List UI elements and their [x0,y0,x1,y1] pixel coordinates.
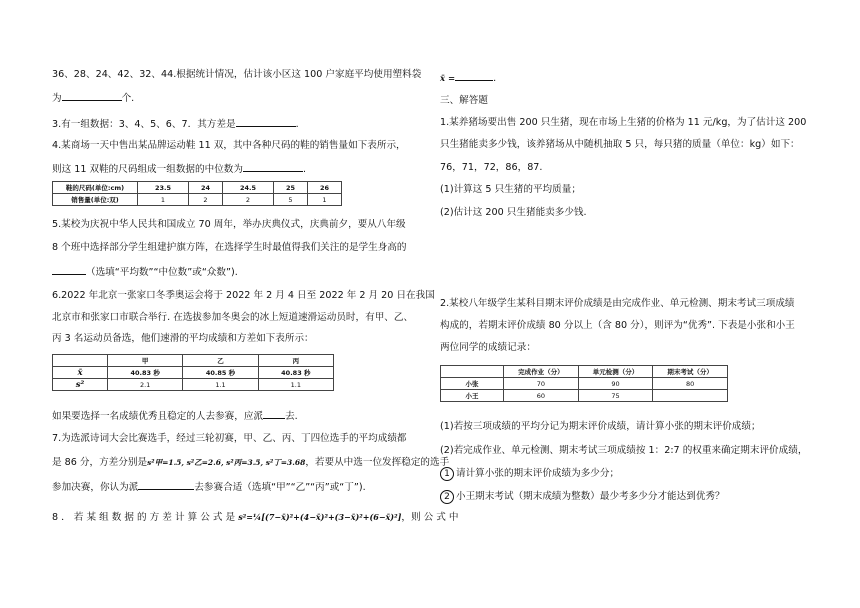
skating-table [52,354,334,391]
variance-formula: s²=¼[(7−x̄)²+(4−x̄)²+(3−x̄)²+(6−x̄)²] [238,512,402,522]
text-line [52,161,306,177]
table-cell: 2 [188,194,222,206]
text-line [440,467,619,481]
text-line: 36、28、24、42、32、44.根据统计情况，估计该小区这 100 户家庭平均使用塑料袋 [52,69,422,80]
problem-2: 2.某校八年级学生某科目期末评价成绩是由完成作业、单元检测、期末考试三项成绩 [440,298,795,309]
table-cell: 2.1 [108,379,183,391]
table-cell: 40.83 秒 [258,367,333,379]
table-cell: s² [53,379,108,391]
text-line: (2)若完成作业、单元检测、期末考试三项成绩按 1：2:7 的权重来确定期末评价成绩， [440,445,808,456]
answer-blank[interactable] [455,70,493,81]
table-cell: 1 [138,194,189,206]
text: . [295,119,299,130]
table-cell: 乙 [183,355,258,367]
text-line: (1)若按三项成绩的平均分记为期末评价成绩，请计算小张的期末评价成绩； [440,421,761,432]
table-cell: 24.5 [222,182,273,194]
table-row [53,367,334,379]
question-7: 7.为选派诗词大会比赛选手，经过三轮初赛，甲、乙、丙、丁四位选手的平均成绩都 [52,433,407,444]
text-line: 构成的，若期末评价成绩 80 分以上（含 80 分），则评为“优秀”. 下表是小张和小王 [440,320,795,331]
text: 去参赛合适（选填“甲”“乙”“丙”或“丁”). [194,482,366,493]
text-line: 只生猪能卖多少钱，该养猪场从中随机抽取 5 只，每只猪的质量（单位：kg）如下： [440,139,800,150]
text-line: 北京市和张家口市联合举行. 在选拔参加冬奥会的冰上短道速滑运动员时，有甲、乙、 [52,312,414,323]
section-heading: 三、解答题 [440,95,488,106]
table-cell: 甲 [108,355,183,367]
text-line [52,456,449,470]
text-line: (1)计算这 5 只生猪的平均质量； [440,184,581,195]
table-cell: 1.1 [258,379,333,391]
table-cell: 丙 [258,355,333,367]
circled-number-1: 1 [440,467,454,481]
text: 如果要选择一名成绩优秀且稳定的人去参赛，应派 [52,411,264,422]
table-row [441,390,728,402]
question-3 [52,116,299,132]
table-cell: 26 [307,182,341,194]
table-cell: 60 [504,390,579,402]
table-row [53,194,342,206]
table-cell: 25 [273,182,307,194]
table-cell: 75 [578,390,653,402]
answer-blank[interactable] [236,116,296,127]
answer-blank[interactable] [138,479,194,490]
answer-blank[interactable] [243,161,303,172]
table-cell: 70 [504,378,579,390]
score-table [440,365,728,402]
text: 小王期末考试（期末成绩为整数）最少考多少分才能达到优秀？ [456,491,725,502]
answer-blank[interactable] [62,90,122,101]
table-cell: x̄ [53,367,108,379]
text: 个. [121,93,135,104]
answer-blank[interactable] [263,408,285,419]
text-line [52,90,134,106]
text: 请计算小张的期末评价成绩为多少分； [456,468,620,479]
mean-symbol: x̄ = [440,74,456,84]
text: ，若要从中选一位发挥稳定的选手 [305,457,450,468]
text-line [440,70,496,86]
text-line [440,490,725,504]
text-line [52,479,366,495]
table-cell: 90 [578,378,653,390]
text: 则这 11 双鞋的尺码组成一组数据的中位数为 [52,164,243,175]
variance-formula: s²甲=1.5, s²乙=2.6, s²丙=3.5, s²丁=3.68 [147,458,306,467]
text-line: 8 个班中选择部分学生组建护旗方阵，在选择学生时最值得我们关注的是学生身高的 [52,242,407,253]
text-line [52,264,238,280]
text-line: (2)估计这 200 只生猪能卖多少钱. [440,207,587,218]
text: （选填“平均数”“中位数”或“众数”). [86,267,238,278]
table-cell: 23.5 [138,182,189,194]
table-cell [53,355,108,367]
text-line: 丙 3 名运动员备选，他们速滑的平均成绩和方差如下表所示： [52,333,314,344]
table-cell: 小张 [441,378,504,390]
answer-blank[interactable] [52,264,86,275]
table-row [53,182,342,194]
text: . [303,164,307,175]
question-4: 4.某商场一天中售出某品牌运动鞋 11 双，其中各种尺码的鞋的销售量如下表所示， [52,140,406,151]
table-row [53,355,334,367]
table-cell: 24 [188,182,222,194]
question-6: 6.2022 年北京一张家口冬季奥运会将于 2022 年 2 月 4 日至 2022 年 2 月 20 日在我国 [52,290,435,301]
text: 3.有一组数据：3、4、5、6、7．其方差是 [52,119,236,130]
table-cell: 2 [222,194,273,206]
table-cell: 小王 [441,390,504,402]
table-cell: 完成作业（分） [504,366,579,378]
table-cell: 40.85 秒 [183,367,258,379]
table-row [53,379,334,391]
table-cell: 鞋的尺码(单位:cm) [53,182,138,194]
table-cell: 80 [653,378,728,390]
text: ，则 公 式 中 [401,512,459,523]
table-row [441,366,728,378]
problem-1: 1.某养猪场要出售 200 只生猪，现在市场上生猪的价格为 11 元/kg，为了估计这 200 [440,117,807,128]
text-line: 76，71，72，86，87. [440,162,543,173]
text: 是 86 分，方差分别是 [52,457,148,468]
question-5: 5.某校为庆祝中华人民共和国成立 70 周年，举办庆典仪式，庆典前夕，要从八年级 [52,219,406,230]
table-cell: 期末考试（分） [653,366,728,378]
shoe-size-table [52,181,342,206]
table-cell: 单元检测（分） [578,366,653,378]
table-cell: 5 [273,194,307,206]
table-cell [441,366,504,378]
text: 为 [52,93,62,104]
text: . [493,73,497,84]
table-cell: 1.1 [183,379,258,391]
table-cell: 40.83 秒 [108,367,183,379]
table-row [441,378,728,390]
table-cell [653,390,728,402]
text-line [52,408,298,424]
text-line: 两位同学的成绩记录： [440,342,536,353]
table-cell: 1 [307,194,341,206]
table-cell: 销售量(单位:双) [53,194,138,206]
question-8 [52,510,459,525]
text: 8 ． 若 某 组 数 据 的 方 差 计 算 公 式 是 [52,512,236,523]
circled-number-2: 2 [440,490,454,504]
text: 参加决赛，你认为派 [52,482,139,493]
text: 去. [285,411,298,422]
